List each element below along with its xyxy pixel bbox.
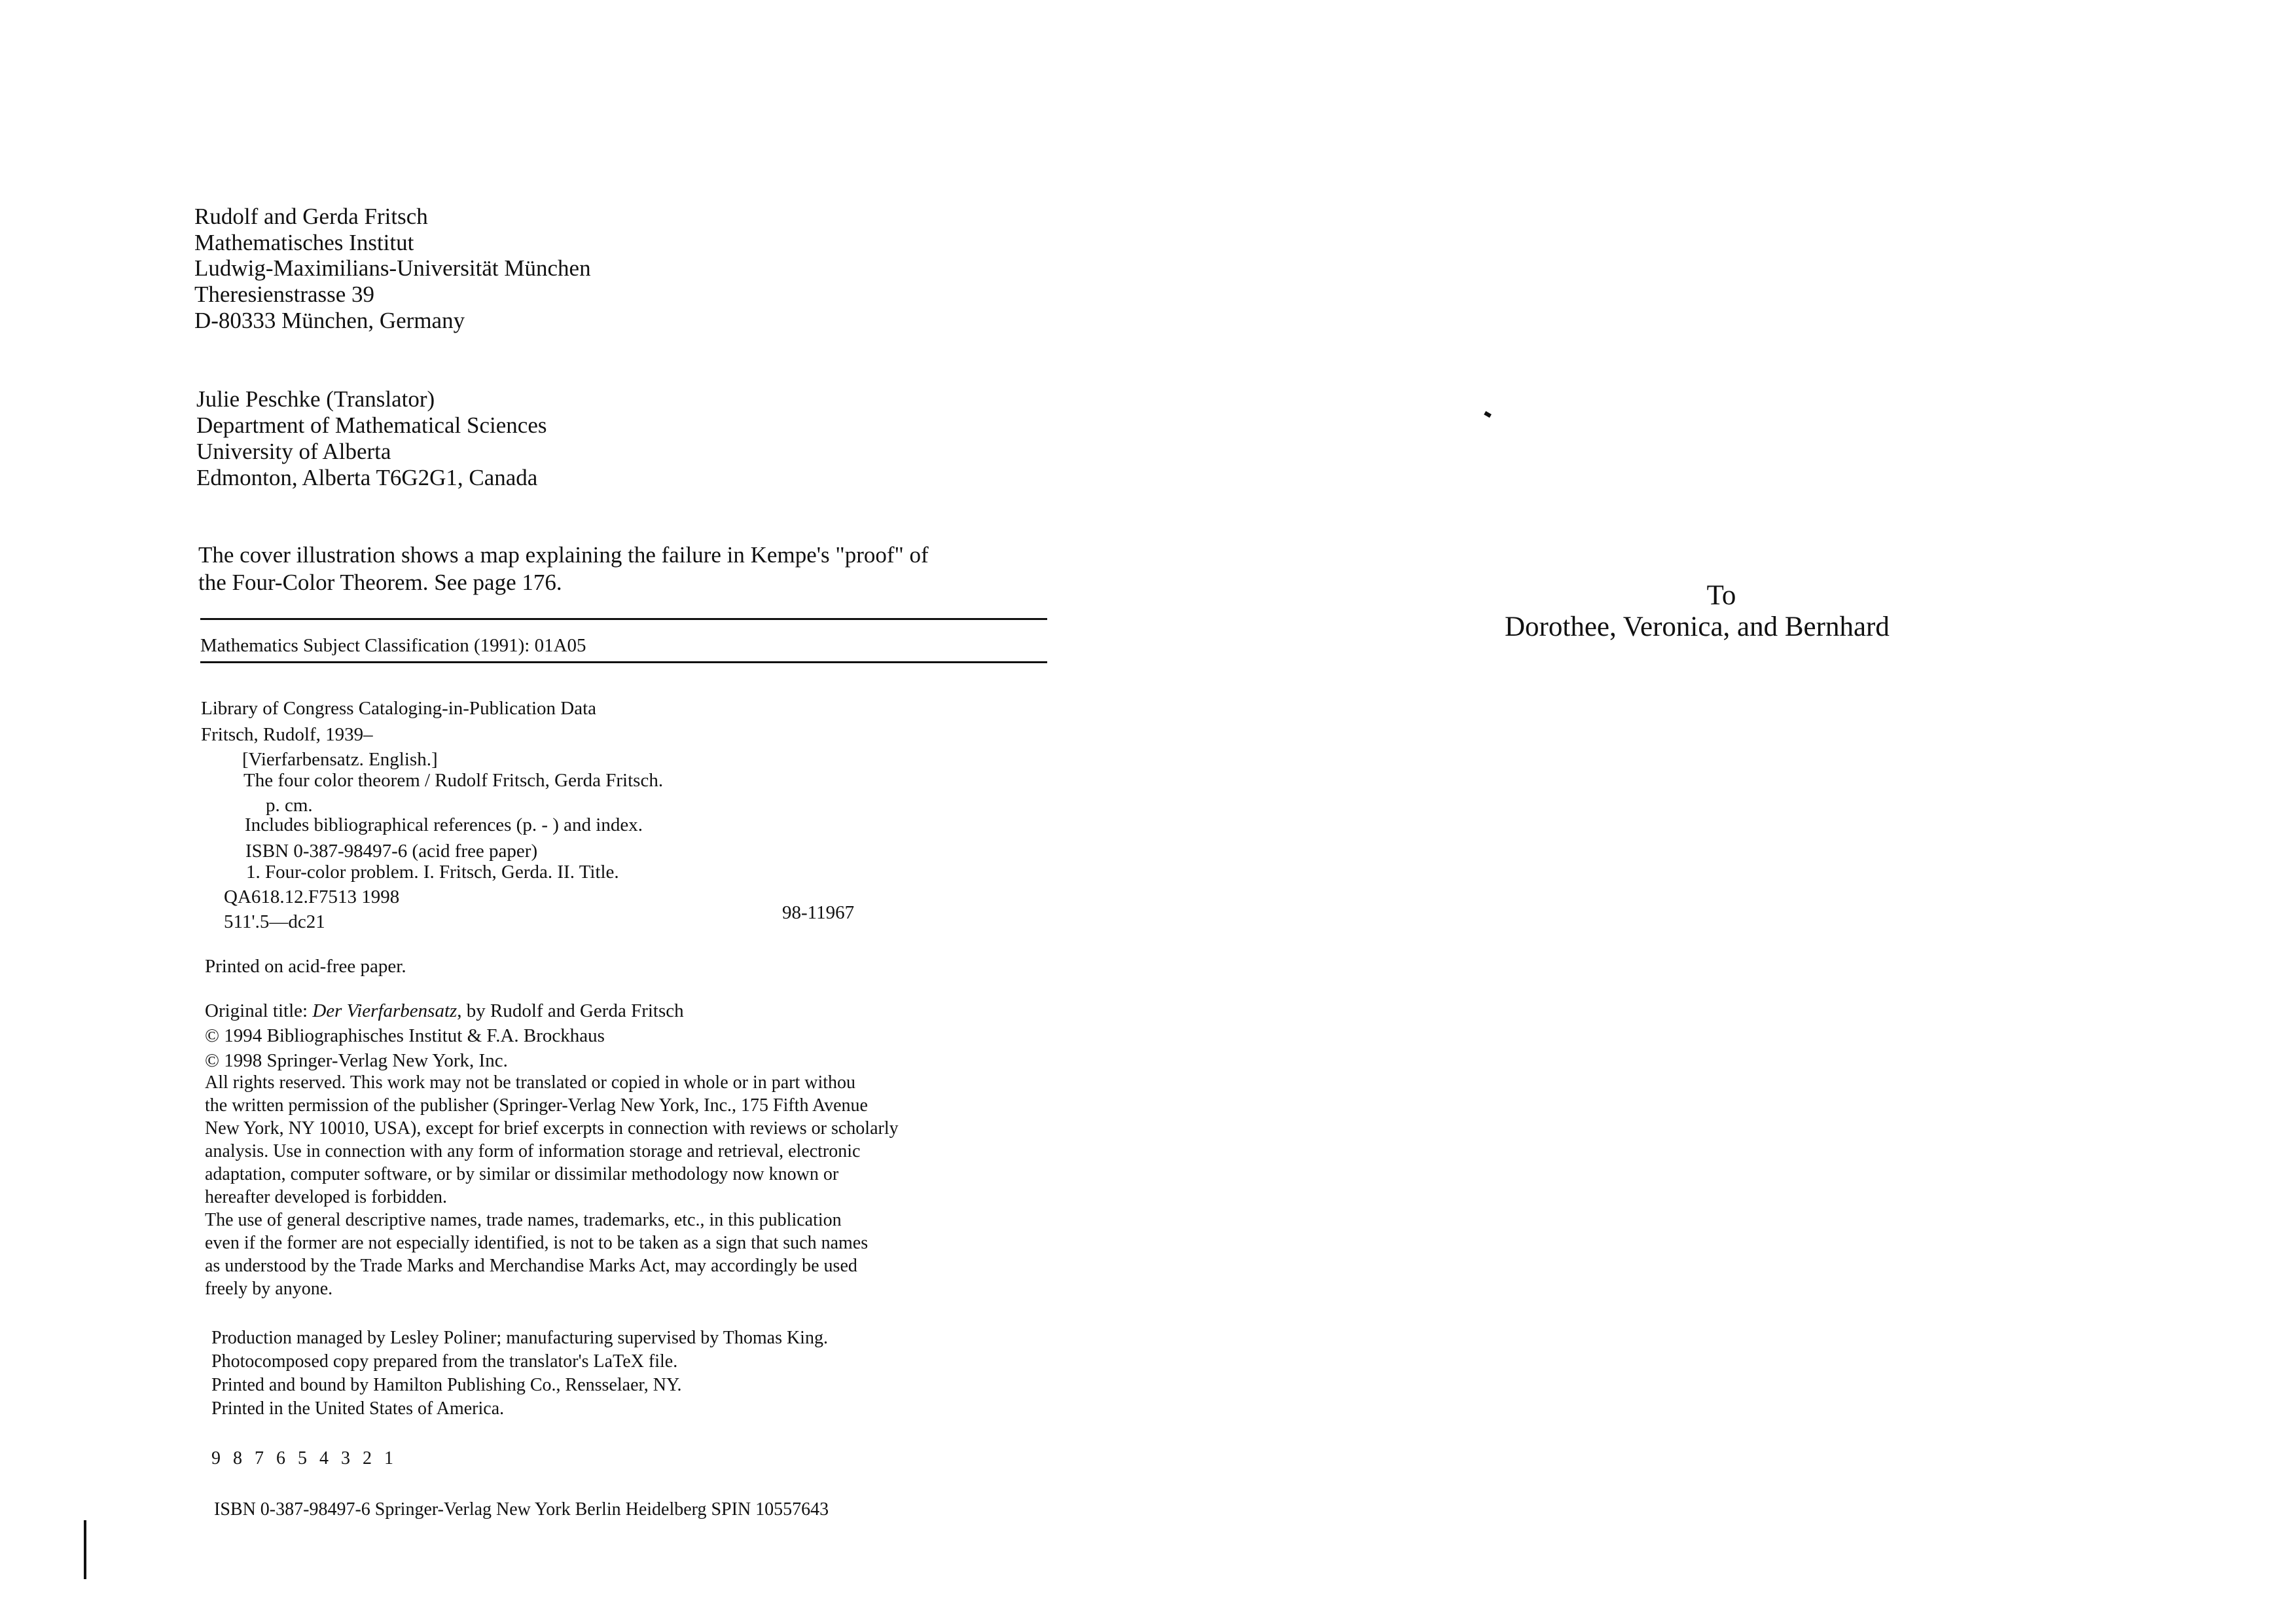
print-run: 9 8 7 6 5 4 3 2 1 bbox=[211, 1448, 397, 1468]
rights-line-6: hereafter developed is forbidden. bbox=[205, 1187, 448, 1207]
cip-pages: p. cm. bbox=[266, 795, 313, 816]
cip-title: The four color theorem / Rudolf Fritsch, Gerda Fritsch. bbox=[243, 770, 664, 791]
translator-department: Department of Mathematical Sciences bbox=[196, 412, 547, 438]
copyright-1998: © 1998 Springer-Verlag New York, Inc. bbox=[205, 1050, 508, 1071]
msc-top-rule bbox=[200, 618, 1047, 620]
cip-author: Fritsch, Rudolf, 1939– bbox=[201, 724, 373, 745]
translator-city: Edmonton, Alberta T6G2G1, Canada bbox=[196, 465, 538, 490]
rights-line-8: even if the former are not especially identified, is not to be taken as a sign that such names bbox=[205, 1233, 869, 1253]
cip-includes: Includes bibliographical references (p. - ) and index. bbox=[245, 814, 643, 835]
margin-bar bbox=[84, 1520, 86, 1579]
rights-line-10: freely by anyone. bbox=[205, 1279, 333, 1299]
production-line-3: Printed and bound by Hamilton Publishing Co., Rensselaer, NY. bbox=[211, 1375, 682, 1395]
cip-uniform-title: [Vierfarbensatz. English.] bbox=[242, 749, 438, 770]
cip-call-number: QA618.12.F7513 1998 bbox=[224, 886, 400, 907]
cip-subjects: 1. Four-color problem. I. Fritsch, Gerda. II. Title. bbox=[246, 862, 619, 883]
rights-line-9: as understood by the Trade Marks and Merchandise Marks Act, may accordingly be used bbox=[205, 1256, 857, 1276]
original-title-suffix: , by Rudolf and Gerda Fritsch bbox=[457, 1000, 684, 1021]
original-title-prefix: Original title: bbox=[205, 1000, 313, 1021]
production-line-1: Production managed by Lesley Poliner; manufacturing supervised by Thomas King. bbox=[211, 1328, 828, 1348]
cover-note-line-2: the Four-Color Theorem. See page 176. bbox=[198, 570, 562, 595]
translator-university: University of Alberta bbox=[196, 439, 391, 464]
msc-classification: Mathematics Subject Classification (1991): 01A05 bbox=[200, 635, 586, 656]
cip-lccn: 98-11967 bbox=[782, 902, 855, 923]
rights-line-3: New York, NY 10010, USA), except for brief excerpts in connection with reviews or scholarly bbox=[205, 1118, 899, 1139]
cip-heading: Library of Congress Cataloging-in-Publication Data bbox=[201, 698, 597, 719]
translator-name: Julie Peschke (Translator) bbox=[196, 386, 435, 412]
production-line-2: Photocomposed copy prepared from the translator's LaTeX file. bbox=[211, 1351, 678, 1372]
rights-line-2: the written permission of the publisher (Springer-Verlag New York, Inc., 175 Fifth Avenue bbox=[205, 1095, 868, 1116]
rights-line-7: The use of general descriptive names, trade names, trademarks, etc., in this publication bbox=[205, 1210, 842, 1230]
production-line-4: Printed in the United States of America. bbox=[211, 1398, 505, 1419]
rights-line-4: analysis. Use in connection with any form of information storage and retrieval, electronic bbox=[205, 1141, 861, 1161]
copyright-1994: © 1994 Bibliographisches Institut & F.A. Brockhaus bbox=[205, 1025, 605, 1046]
dedication-names: Dorothee, Veronica, and Bernhard bbox=[1505, 611, 1890, 642]
rights-line-5: adaptation, computer software, or by similar or dissimilar methodology now known or bbox=[205, 1164, 839, 1184]
author-institute: Mathematisches Institut bbox=[194, 230, 414, 255]
printed-on-note: Printed on acid-free paper. bbox=[205, 956, 406, 977]
author-street: Theresienstrasse 39 bbox=[194, 282, 375, 307]
rights-line-1: All rights reserved. This work may not be translated or copied in whole or in part withou bbox=[205, 1072, 856, 1093]
isbn-footer: ISBN 0-387-98497-6 Springer-Verlag New York Berlin Heidelberg SPIN 10557643 bbox=[214, 1499, 829, 1520]
cip-dewey: 511'.5—dc21 bbox=[224, 911, 325, 932]
cover-note-line-1: The cover illustration shows a map explaining the failure in Kempe's "proof" of bbox=[198, 542, 929, 568]
author-city: D-80333 München, Germany bbox=[194, 308, 465, 333]
author-university: Ludwig-Maximilians-Universität München bbox=[194, 255, 591, 281]
msc-bottom-rule bbox=[200, 661, 1047, 663]
original-title bbox=[205, 1002, 684, 1021]
original-title-name: Der Vierfarbensatz bbox=[312, 1000, 457, 1021]
cip-isbn: ISBN 0-387-98497-6 (acid free paper) bbox=[245, 841, 538, 862]
author-name: Rudolf and Gerda Fritsch bbox=[194, 204, 428, 229]
stray-mark bbox=[1484, 411, 1492, 418]
